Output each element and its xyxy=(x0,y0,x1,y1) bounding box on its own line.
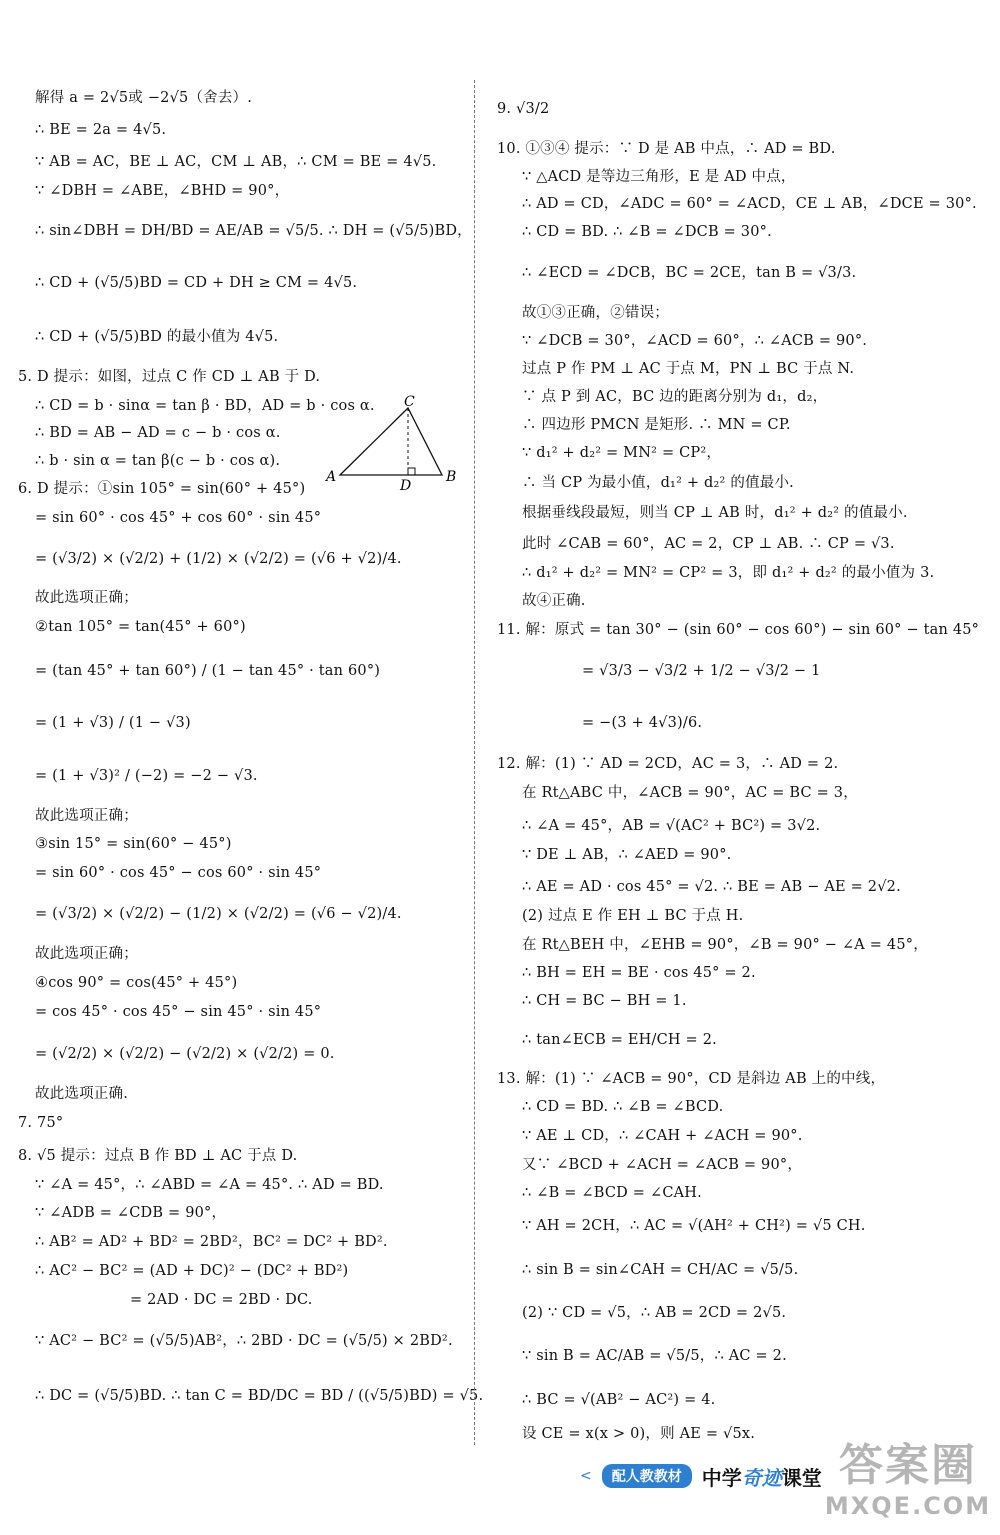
text-line: = (√2/2) × (√2/2) − (√2/2) × (√2/2) = 0. xyxy=(35,1046,335,1062)
text-line: 根据垂线段最短，则当 CP ⊥ AB 时，d₁² + d₂² 的值最小. xyxy=(522,505,908,521)
brand-part: 中学 xyxy=(701,1465,742,1490)
brand-accent: 奇迹 xyxy=(741,1465,782,1490)
text-line: 故此选项正确； xyxy=(35,808,138,824)
text-line: = (1 + √3)² / (−2) = −2 − √3. xyxy=(35,768,258,784)
text-line: = (√3/2) × (√2/2) − (1/2) × (√2/2) = (√6 − √2)/4. xyxy=(35,906,402,922)
brand-part: 课堂 xyxy=(781,1465,822,1490)
text-line: ③sin 15° = sin(60° − 45°) xyxy=(35,836,232,852)
text-line: 故此选项正确； xyxy=(35,590,138,606)
text-line: ∴ CD + (√5/5)BD = CD + DH ≥ CM = 4√5. xyxy=(35,275,358,291)
problem-8-heading: 8. √5 提示：过点 B 作 BD ⊥ AC 于点 D. xyxy=(18,1148,298,1164)
text-line: ∴ BH = EH = BE · cos 45° = 2. xyxy=(522,965,756,981)
text-line: ∴ AC² − BC² = (AD + DC)² − (DC² + BD²) xyxy=(35,1263,349,1279)
arrow-icon: < xyxy=(580,1468,592,1484)
text-line: ∵ ∠A = 45°，∴ ∠ABD = ∠A = 45°. ∴ AD = BD. xyxy=(35,1177,384,1193)
problem-10-heading: 10. ①③④ 提示：∵ D 是 AB 中点，∴ AD = BD. xyxy=(497,141,836,157)
text-line: ∵ AE ⊥ CD，∴ ∠CAH + ∠ACH = 90°. xyxy=(522,1128,803,1144)
text-line: ∴ sin B = sin∠CAH = CH/AC = √5/5. xyxy=(522,1262,799,1278)
triangle-abc xyxy=(340,408,442,475)
text-line: = −(3 + 4√3)/6. xyxy=(582,715,703,731)
label-b: B xyxy=(446,469,457,485)
problem-13-heading: 13. 解：(1) ∵ ∠ACB = 90°，CD 是斜边 AB 上的中线， xyxy=(497,1071,886,1087)
text-line: 此时 ∠CAB = 60°，AC = 2，CP ⊥ AB. ∴ CP = √3. xyxy=(522,536,895,552)
text-line: ∵ ∠ADB = ∠CDB = 90°， xyxy=(35,1205,227,1221)
text-line: ∴ 四边形 PMCN 是矩形. ∴ MN = CP. xyxy=(522,417,791,433)
problem-9-heading: 9. √3/2 xyxy=(497,101,550,117)
label-d: D xyxy=(400,478,412,490)
text-line: ∴ CD = BD. ∴ ∠B = ∠DCB = 30°. xyxy=(522,224,772,240)
text-line: 故①③正确，②错误； xyxy=(522,305,669,321)
text-line: ∴ DC = (√5/5)BD. ∴ tan C = BD/DC = BD / ((√5/5)BD) = √5. xyxy=(35,1388,484,1404)
text-line: (2) 过点 E 作 EH ⊥ BC 于点 H. xyxy=(522,908,744,924)
text-line: = sin 60° · cos 45° − cos 60° · sin 45° xyxy=(35,865,322,881)
text-line: 过点 P 作 PM ⊥ AC 于点 M，PN ⊥ BC 于点 N. xyxy=(522,361,855,377)
text-line: ∴ AE = AD · cos 45° = √2. ∴ BE = AB − AE = 2√2. xyxy=(522,879,901,895)
text-line: ②tan 105° = tan(45° + 60°) xyxy=(35,619,246,635)
watermark-main: 答案圈 xyxy=(839,1440,977,1491)
text-line: ∴ BC = √(AB² − AC²) = 4. xyxy=(522,1392,716,1408)
text-line: 故④正确. xyxy=(522,593,586,609)
text-line: ∵ DE ⊥ AB，∴ ∠AED = 90°. xyxy=(522,847,732,863)
text-line: ∴ 当 CP 为最小值，d₁² + d₂² 的值最小. xyxy=(522,475,794,491)
text-line: ∴ ∠B = ∠BCD = ∠CAH. xyxy=(522,1185,702,1201)
text-line: ∴ ∠ECD = ∠DCB，BC = 2CE，tan B = √3/3. xyxy=(522,265,857,281)
text-line: ∵ sin B = AC/AB = √5/5，∴ AC = 2. xyxy=(522,1348,787,1364)
text-line: ∵ ∠DBH = ∠ABE，∠BHD = 90°， xyxy=(35,183,290,199)
text-line: ∵ AC² − BC² = (√5/5)AB²，∴ 2BD · DC = (√5/5) × 2BD². xyxy=(35,1333,453,1349)
text-line: = (1 + √3) / (1 − √3) xyxy=(35,715,191,731)
text-line: 设 CE = x(x > 0)，则 AE = √5x. xyxy=(522,1426,756,1442)
text-line: ∴ AD = CD，∠ADC = 60° = ∠ACD，CE ⊥ AB，∠DCE = 30°. xyxy=(522,196,977,212)
text-line: ∴ CD = b · sinα = tan β · BD，AD = b · cos α. xyxy=(35,398,375,414)
brand-name xyxy=(702,1462,822,1491)
edition-badge: 配人教教材 xyxy=(602,1464,692,1488)
text-line: = cos 45° · cos 45° − sin 45° · sin 45° xyxy=(35,1004,322,1020)
text-line: ∴ AB² = AD² + BD² = 2BD²，BC² = DC² + BD². xyxy=(35,1234,388,1250)
text-line: ∴ sin∠DBH = DH/BD = AE/AB = √5/5. ∴ DH = (√5/5)BD， xyxy=(35,223,472,239)
text-line: (2) ∵ CD = √5，∴ AB = 2CD = 2√5. xyxy=(522,1305,787,1321)
text-line: ∴ tan∠ECB = EH/CH = 2. xyxy=(522,1032,717,1048)
problem-5-heading: 5. D 提示：如图，过点 C 作 CD ⊥ AB 于 D. xyxy=(18,369,321,385)
text-line: ∴ CD = BD. ∴ ∠B = ∠BCD. xyxy=(522,1099,724,1115)
text-line: ∵ AH = 2CH，∴ AC = √(AH² + CH²) = √5 CH. xyxy=(522,1218,866,1234)
triangle-figure xyxy=(320,390,460,490)
text-line: ∵ 点 P 到 AC，BC 边的距离分别为 d₁，d₂， xyxy=(522,389,828,405)
text-line: ∵ △ACD 是等边三角形，E 是 AD 中点， xyxy=(522,169,796,185)
text-line: 在 Rt△ABC 中，∠ACB = 90°，AC = BC = 3， xyxy=(522,785,858,801)
text-line: ∴ d₁² + d₂² = MN² = CP² = 3，即 d₁² + d₂² 的最小值为 3. xyxy=(522,565,935,581)
problem-6-heading: 6. D 提示：①sin 105° = sin(60° + 45°) xyxy=(18,481,306,497)
text-line: ∴ CD + (√5/5)BD 的最小值为 4√5. xyxy=(35,329,279,345)
text-line: ∵ AB = AC，BE ⊥ AC，CM ⊥ AB，∴ CM = BE = 4√5. xyxy=(35,154,437,170)
page-footer xyxy=(580,1458,1000,1494)
text-line: 解得 a = 2√5或 −2√5（舍去）. xyxy=(35,90,253,106)
text-line: 在 Rt△BEH 中，∠EHB = 90°，∠B = 90° − ∠A = 45°， xyxy=(522,937,928,953)
problem-11-heading: 11. 解：原式 = tan 30° − (sin 60° − cos 60°) − sin 60° − tan 45° xyxy=(497,622,980,638)
text-line: ∴ CH = BC − BH = 1. xyxy=(522,993,687,1009)
text-line: = 2AD · DC = 2BD · DC. xyxy=(130,1292,313,1308)
text-line: = (√3/2) × (√2/2) + (1/2) × (√2/2) = (√6 + √2)/4. xyxy=(35,551,402,567)
text-line: ∴ b · sin α = tan β(c − b · cos α). xyxy=(35,453,281,469)
column-divider xyxy=(474,80,475,1445)
text-line: ∴ BE = 2a = 4√5. xyxy=(35,122,167,138)
text-line: 故此选项正确； xyxy=(35,946,138,962)
text-line: ∴ BD = AB − AD = c − b · cos α. xyxy=(35,425,281,441)
label-c: C xyxy=(404,394,415,410)
text-line: 又∵ ∠BCD + ∠ACH = ∠ACB = 90°， xyxy=(522,1157,803,1173)
text-line: ∵ ∠DCB = 30°，∠ACD = 60°，∴ ∠ACB = 90°. xyxy=(522,333,868,349)
text-line: ∴ ∠A = 45°，AB = √(AC² + BC²) = 3√2. xyxy=(522,818,821,834)
text-line: = (tan 45° + tan 60°) / (1 − tan 45° · tan 60°) xyxy=(35,663,381,679)
problem-12-heading: 12. 解：(1) ∵ AD = 2CD，AC = 3，∴ AD = 2. xyxy=(497,756,839,772)
text-line: ∵ d₁² + d₂² = MN² = CP²， xyxy=(522,445,722,461)
problem-7-heading: 7. 75° xyxy=(18,1115,64,1131)
text-line: = √3/3 − √3/2 + 1/2 − √3/2 − 1 xyxy=(582,663,821,679)
text-line: = sin 60° · cos 45° + cos 60° · sin 45° xyxy=(35,510,322,526)
text-line: 故此选项正确. xyxy=(35,1086,129,1102)
text-line: ④cos 90° = cos(45° + 45°) xyxy=(35,975,238,991)
right-angle-mark xyxy=(408,468,415,475)
label-a: A xyxy=(326,469,337,485)
watermark-sub: MXQE.COM xyxy=(824,1492,992,1520)
